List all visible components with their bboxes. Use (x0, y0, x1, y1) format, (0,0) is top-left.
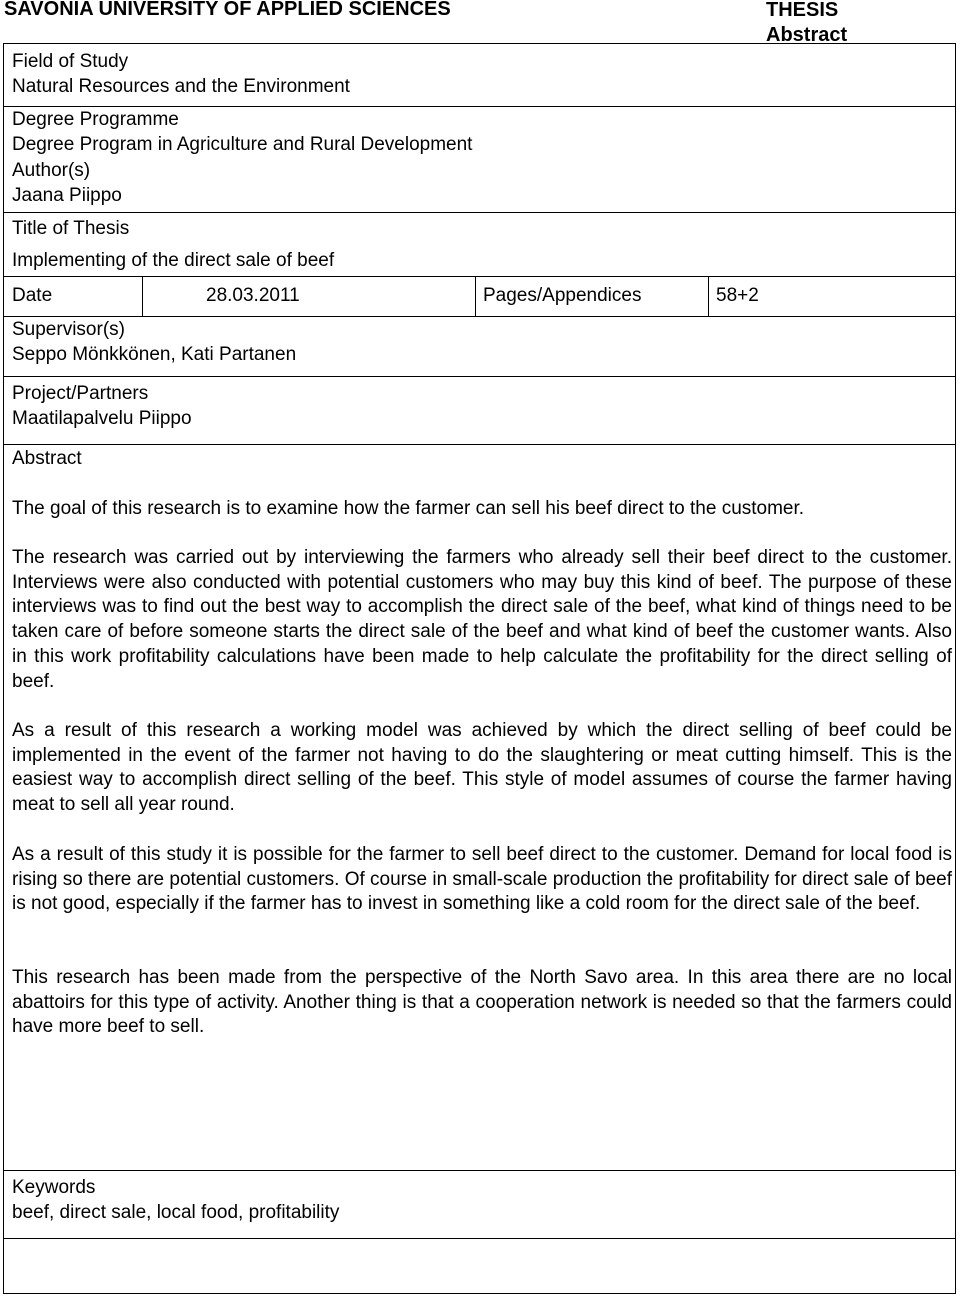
abstract-label: Abstract (12, 448, 82, 469)
author-value: Jaana Piippo (12, 185, 122, 206)
abstract-paragraph: As a result of this research a working model was achieved by which the direct selling of beef could be implemented in the event of the farmer not having to do the slaughtering or meat cutting himself. This is the easiest way to accomplish direct selling of the beef. This style of model assumes of course the farmer having meat to sell all year round. (12, 720, 952, 816)
date-value: 28.03.2011 (206, 285, 300, 306)
abstract-paragraph: As a result of this study it is possible for the farmer to sell beef direct to the customer. Demand for local food is rising so there are potential customers. Of course in small-scale production the profitability for direct sale of beef is not good, especially if the farmer has to invest in something like a cold room for the direct sale of the beef. (12, 844, 952, 915)
pages-label: Pages/Appendices (483, 285, 642, 306)
partners-label: Project/Partners (12, 383, 149, 404)
divider (4, 316, 955, 317)
degree-programme-label: Degree Programme (12, 109, 179, 130)
thesis-title-label: Title of Thesis (12, 218, 130, 239)
field-of-study-label: Field of Study (12, 51, 129, 72)
pages-value: 58+2 (716, 285, 759, 306)
field-of-study-value: Natural Resources and the Environment (12, 76, 350, 97)
divider (475, 276, 476, 316)
document-type-title: THESIS (766, 0, 839, 21)
abstract-paragraph: The research was carried out by interviewing the farmers who already sell their beef direct to the customer. Interviews were also conducted with potential customers who may buy this kind of beef. The purpose of these interviews was to find out the best way to accomplish the direct sale of the beef, what kind of things need to be taken care of before someone starts the direct sale of the beef and what kind of beef the customer wants. Also in this work profitability calculations have been made to help calculate the profitability for the direct selling of beef. (12, 547, 952, 692)
divider (4, 1238, 955, 1239)
divider (4, 444, 955, 445)
abstract-paragraph: The goal of this research is to examine how the farmer can sell his beef direct to the customer. (12, 498, 805, 519)
author-label: Author(s) (12, 160, 91, 181)
divider (4, 276, 955, 277)
thesis-title-value: Implementing of the direct sale of beef (12, 250, 335, 271)
institution-name: SAVONIA UNIVERSITY OF APPLIED SCIENCES (4, 0, 451, 20)
partners-value: Maatilapalvelu Piippo (12, 408, 192, 429)
divider (4, 212, 955, 213)
divider (708, 276, 709, 316)
divider (4, 106, 955, 107)
date-label: Date (12, 285, 53, 306)
document-type (766, 0, 847, 48)
degree-programme-value: Degree Program in Agriculture and Rural Development (12, 134, 473, 155)
supervisor-value: Seppo Mönkkönen, Kati Partanen (12, 344, 297, 365)
abstract-paragraph: This research has been made from the perspective of the North Savo area. In this area there are no local abattoirs for this type of activity. Another thing is that a cooperation network is needed so that the farmers could have more beef to sell. (12, 967, 952, 1038)
divider (4, 376, 955, 377)
document-type-subtitle: Abstract (766, 24, 848, 46)
divider (4, 1170, 955, 1171)
keywords-value: beef, direct sale, local food, profitability (12, 1202, 340, 1223)
supervisor-label: Supervisor(s) (12, 319, 125, 340)
divider (142, 276, 143, 316)
keywords-label: Keywords (12, 1177, 96, 1198)
abstract-form (3, 43, 956, 1294)
